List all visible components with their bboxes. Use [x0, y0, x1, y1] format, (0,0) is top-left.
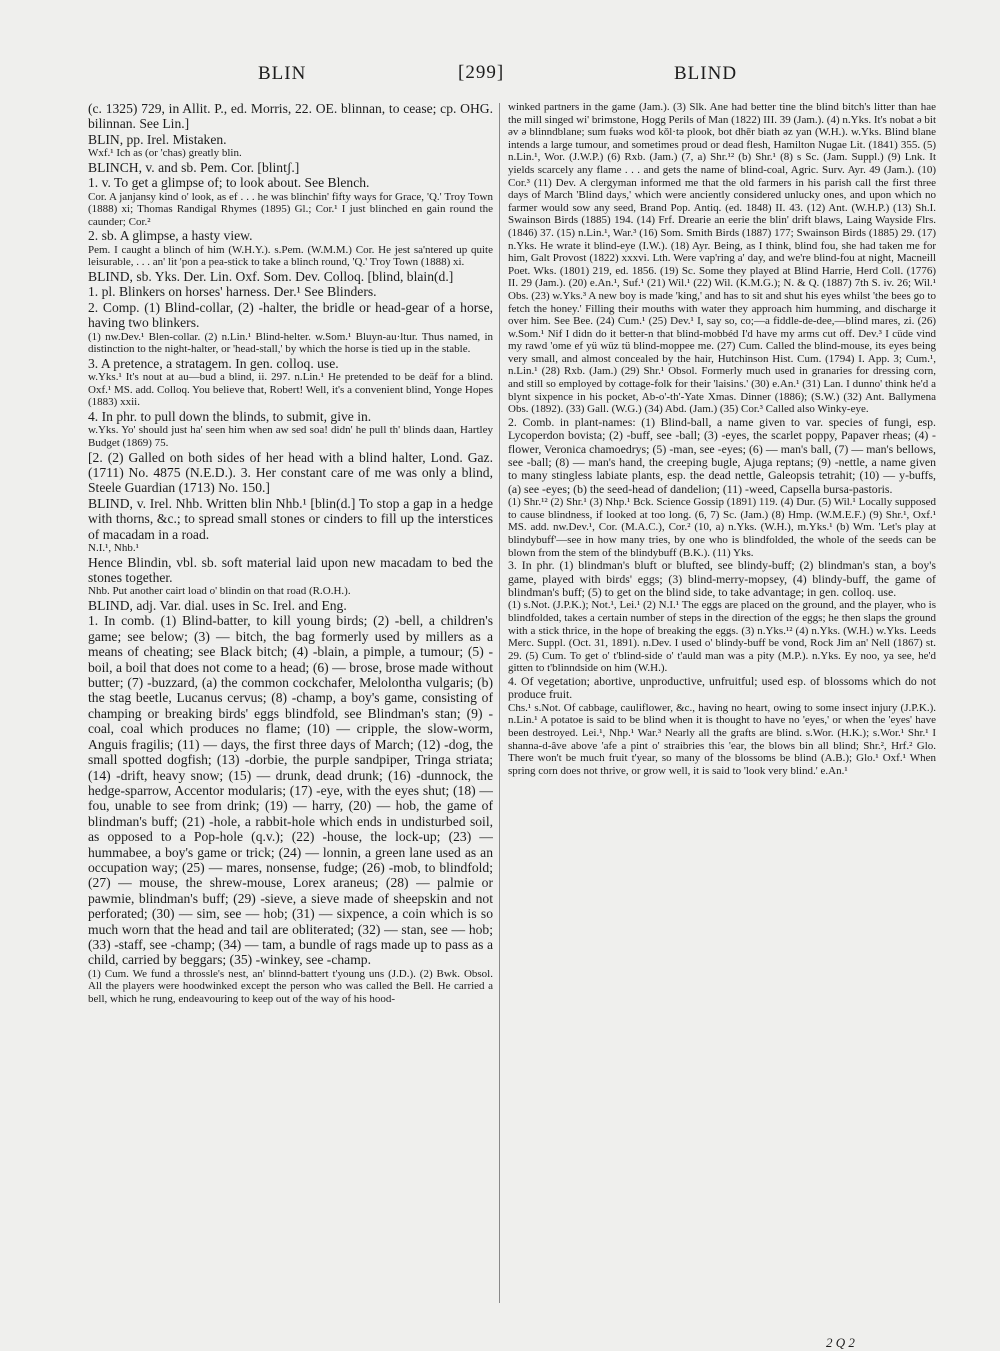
citation-paragraph: w.Yks. Yo' should just ha' seen him when aw sed soa! didn' he pull th' blinds daan, Hartley Budget (1869) 75. — [88, 424, 493, 449]
entry-paragraph: BLINCH, v. and sb. Pem. Cor. [blintʃ.] — [88, 159, 300, 175]
left-column — [88, 101, 493, 1321]
entry-paragraph: 2. Comp. (1) Blind-collar, (2) -halter, the bridle or head-gear of a horse, having two blinkers. — [88, 299, 493, 331]
citation-paragraph: winked partners in the game (Jam.). (3) Slk. Ane had better tine the blind bitch's litter than hae the mill singed wi' brimstone, Hogg Perils of Man (1822) III. 39 (Jam.). (4) n.Yks. It's nobat ə bit əv ə blinndblane; sum fuəks wod kǒl·tə plook, bot dhēr biath əz yan (W.H.). w.Yks. Blind blane intends a large tumour, and sometimes proud or dead flesh, Hamilton Nugae Lit. (1841) 355. (5) n.Lin.¹, Wor. (J.W.P.) (6) Rxb. (Jam.) (7, a) Shr.¹² (b) Shr.¹ (8) s Sc. (Jam. Suppl.) (9) Lnk. It yields scarcely any flame . . . and gets the name of blind-coal, Agric. Surv. Ayr. 49 (Jam.). (10) Cor.³ (11) Dev. A clergyman informed me that the old farmers in his parish call the first three days of March 'Blind days,' which were anciently considered unlucky ones, and upon which no farmer would sow any seed, Brand Pop. Antiq. (ed. 1848) II. 43. (12) Ant. (W.H.P.) (13) Sh.I. Swainson Birds (1885) 194. (14) Frf. Drearie an eerie the blin' drift blaws, Laing Wayside Flrs. (1846) 37. (15) n.Lin.¹, War.³ (16) Som. Smith Birds (1887) 177; Swainson Birds (1885) 29. (17) n.Yks. He wrate it blind-eye (I.W.). (18) Ayr. Being, as I think, blind fou, she had taken me for him, Galt Provost (1822) xxxvi. Lth. Were vap'ring a' day, and we're blind-fou at night, Macneill Poet. Wks. (1801) 219, ed. 1856. (19) Sc. Some they played at Blind Harrie, Herd Coll. (1776) II. 29 (Jam.). (20) e.An.¹, Suf.¹ (21) Wil.¹ (22) Wil. (K.M.G.); N. & Q. (1887) 7th S. iv. 26; Wil.¹ Obs. (23) w.Yks.³ A new boy is made 'king,' and has to sit and shut his eyes whilst 'the bees go to fetch the honey.' Filling their mouths with water they approach him humming, and discharge it over him. See Bee. (24) Cum.¹ (25) Dev.¹ I, say so, co;—a fiddle-de-dee,—blind mares, zi. (26) w.Som.¹ Nif I didn do it better-n that blind-mobbéd I'd have my arms cut off. Dev.³ I cüde vind my rawd 'ome ef yü wüz tü blind-moppee me. (27) Cum. Called the blind-mouse, its eyes being very small, and almost concealed by the hair, Hutchinson Hist. Cum. (1794) I. App. 3; Cum.¹, n.Lin.¹ (28) Rxb. (Jam.) (29) Shr.¹ Obsol. Formerly much used in granaries for dressing corn, and still so employed by cottage-folk for their 'laisins.' (30) e.An.¹ (31) Lan. I dunno' think he'd a blynt sixpence in his pocket, Ab-o'-th'-Yate Xmas. Dinner (1886); (S.W.) (32) Ant. Ballymena Obs. (1892). (33) Gall. (W.G.) (34) Abd. (Jam.) (35) Cor.³ Called also Winky-eye. — [508, 101, 936, 416]
citation-paragraph: Chs.¹ s.Not. Of cabbage, cauliflower, &c., having no heart, owing to some insect injury (J.P.K.). n.Lin.¹ A potatoe is said to be blind when it is thought to have no 'eyes,' or when the 'eyes' have been destroyed. Lei.¹, Nhp.¹ War.³ Nearly all the grafts are blind. s.Wor. (H.K.); s.Wor.¹ Shr.¹ I shanna-d-âve above 'afe a pint o' straibries this 'ear, the blows bin all blind; Shr.², Hrf.² Glo. There won't be much fruit t'year, so many of the blossoms be blind (A.B.); Glo.¹ Oxf.¹ When spring corn does not thrive, or grow well, it is said to 'look very blind.' e.An.¹ — [508, 701, 936, 777]
header-right-word: BLIND — [674, 63, 738, 84]
citation-paragraph: (1) Cum. We fund a throssle's nest, an' blinnd-battert t'young uns (J.D.). (2) Bwk. Obsol. All the players were hoodwinked except the person who was called the Bell. He carried a bell, which he rung, endeavouring to keep out of the way of his hood- — [88, 967, 493, 1005]
entry-paragraph: 1. v. To get a glimpse of; to look about. See Blench. — [88, 175, 370, 191]
entry-paragraph: BLIND, adj. Var. dial. uses in Sc. Irel. and Eng. — [88, 598, 347, 614]
column-divider — [499, 103, 500, 1303]
entry-paragraph: 2. sb. A glimpse, a hasty view. — [88, 228, 253, 244]
entry-paragraph: 4. In phr. to pull down the blinds, to submit, give in. — [88, 409, 372, 424]
citation-paragraph: (1) nw.Dev.¹ Blen-collar. (2) n.Lin.¹ Blind-helter. w.Som.¹ Bluyn-au·ltur. Thus named, in distinction to the night-halter, or 'head-stall,' by which the horse is tied up in the stable. — [88, 330, 493, 356]
entry-paragraph: BLIN, pp. Irel. Mistaken. — [88, 131, 227, 147]
citation-paragraph: (1) Shr.¹² (2) Shr.¹ (3) Nhp.¹ Bck. Science Gossip (1891) 119. (4) Dur. (5) Wil.¹ Locally supposed to cause blindness, if looked at too long. (6, 7) Sc. (Jam.) (8) Hmp. (W.M.E.F.) (9) Shr.¹, Oxf.¹ MS. add. nw.Dev.¹, Cor. (M.A.C.), Cor.² (10, a) n.Yks. (W.H.), m.Yks.¹ (b) Wm. 'Let's play at blindybuff'—see in how many tries, by one who is blindfolded, the whole of the seeds can be blown from the stem of the blindybuff (B.K.). (11) Yks. — [508, 496, 936, 559]
signature-mark: 2 Q 2 — [826, 1335, 855, 1350]
entry-paragraph: (c. 1325) 729, in Allit. P., ed. Morris, 22. OE. blinnan, to cease; cp. OHG. bilinnan. See Lin.] — [88, 101, 493, 132]
right-column — [508, 101, 936, 1321]
entry-paragraph: 2. Comb. in plant-names: (1) Blind-ball, a name given to var. species of fungi, esp. Lycoperdon bovista; (2) -buff, see -ball; (3) -eyes, the scarlet poppy, Papaver rheas; (4) -flower, Veronica chamoedrys; (5) -man, see -eyes; (6) — man's ball, (7) — man's bellows, see -ball; (8) — man's hand, the creeping bugle, Ajuga reptans; (9) -nettle, a name given to many stingless labiate plants, esp. the dead nettle, Galeopsis tetrahit; (10) — y-buffs, (a) see -eyes; (b) the seed-head of dandelion; (11) -weed, Capsella bursa-pastoris. — [508, 414, 936, 496]
page — [80, 55, 955, 1350]
citation-paragraph: Wxf.¹ Ich as (or 'chas) greatly blin. — [88, 147, 242, 160]
citation-paragraph: Nhb. Put another cairt load o' blindin on that road (R.O.H.). — [88, 585, 351, 598]
entry-paragraph: 1. pl. Blinkers on horses' harness. Der.¹ See Blinders. — [88, 284, 377, 300]
citation-paragraph: (1) s.Not. (J.P.K.); Not.¹, Lei.¹ (2) N.I.¹ The eggs are placed on the ground, and the player, who is blindfolded, takes a certain number of steps in the direction of the eggs; he then slaps the ground with a stick thrice, in the hope of breaking the eggs. (3) n.Yks.¹² (4) n.Yks. (W.H.) w.Yks. Leeds Merc. Suppl. (Oct. 31, 1891). n.Dev. I used o' blindy-buff be vond, Rock Jim an' Nell (1867) st. 29. (5) Cum. To get o' t'blind-side o' t'auld man was a pity (M.P.). n.Yks. Ey noo, ya see, he'd gitten to t'blinndside on him (W.H.). — [508, 599, 936, 675]
citation-paragraph: Cor. A janjansy kind o' look, as ef . . . he was blinchin' fifty ways for Grace, 'Q.' Troy Town (1888) xi; Thomas Randigal Rhymes (1895) Gl.; Cor.¹ I just blinched en gain round the caunder; Cor.² — [88, 190, 493, 228]
entry-paragraph: 3. In phr. (1) blindman's bluft or blufted, see blindy-buff; (2) blindman's stan, a boy's game, played with birds' eggs; (3) blind-merry-mopsey, (4) blindy-buff, the game of blindman's buff; (5) to get on the blind side, to take advantage; in gen. colloq. use. — [508, 558, 936, 600]
entry-paragraph: [2. (2) Galled on both sides of her head with a blind halter, Lond. Gaz. (1711) No. 4875 (N.E.D.). 3. Her constant care of me was only a blind, Steele Guardian (1713) No. 150.] — [88, 449, 493, 496]
citation-paragraph: Pem. I caught a blinch of him (W.H.Y.). s.Pem. (W.M.M.) Cor. He jest sa'ntered up quite leisurable, . . . an' lit 'pon a pea-stick to take a blinch round, 'Q.' Troy Town (1888) xi. — [88, 243, 493, 269]
entry-paragraph: 1. In comb. (1) Blind-batter, to kill young birds; (2) -bell, a children's game; see below; (3) — bitch, the bag formerly used by millers as a means of cheating; see Black bitch; (4) -blain, a pimple, a tumour; (5) -boil, a boil that does not come to a head; (6) — brose, brose made without butter; (7) -buzzard, (a) the common cockchafer, Melolontha vulgaris; (b) the stag beetle, Lucanus cervus; (8) -champ, a boy's game, consisting of champing or breaking birds' eggs blindfold, see Blindman's stan; (9) -coal, coal which produces no flame; (10) — cripple, the slow-worm, Anguis fragilis; (11) — days, the first three days of March; (12) -dog, the small spotted dogfish; (13) -dorbie, the purple sandpiper, Tringa striata; (14) -drift, heavy snow; (15) — drunk, dead drunk; (16) -dunnock, the hedge-sparrow, Accentor modularis; (17) -eye, with the eyes shut; (18) — fou, unable to see from drink; (19) — harry, (20) — hob, the game of blindman's buff; (21) -hole, a rabbit-hole which ends in undisturbed soil, as opposed to a Pop-hole (q.v.); (22) -house, the lock-up; (23) — hummabee, a boy's game or trick; (24) — lonnin, a green lane used as an occupation way; (25) — mares, nonsense, fudge; (26) -mob, to blindfold; (27) — mouse, the shrew-mouse, Lorex araneus; (28) — palmie or pawmie, blindman's buff; (29) -sieve, a sieve made of sheepskin and not perforated; (30) — sim, see — hob; (31) — sixpence, a coin which is so much worn that the head and tail are obliterated; (32) — stan, see — hob; (33) -staff, see -champ; (34) — tam, a bundle of rags made up to pass as a child, carried by beggars; (35) -winkey, see -champ. — [88, 613, 493, 968]
entry-paragraph: 3. A pretence, a stratagem. In gen. colloq. use. — [88, 355, 339, 371]
entry-paragraph: BLIND, sb. Yks. Der. Lin. Oxf. Som. Dev. Colloq. [blind, blain(d.] — [88, 269, 454, 284]
header-left-word: BLIN — [258, 63, 307, 84]
page-number: [299] — [458, 62, 505, 83]
entry-paragraph: 4. Of vegetation; abortive, unproductive, unfruitful; used esp. of blossoms which do not produce fruit. — [508, 674, 936, 702]
entry-paragraph: Hence Blindin, vbl. sb. soft material laid upon new macadam to bed the stones together. — [88, 554, 493, 586]
citation-paragraph: N.I.¹, Nhb.¹ — [88, 542, 139, 555]
entry-paragraph: BLIND, v. Irel. Nhb. Written blin Nhb.¹ [blin(d.] To stop a gap in a hedge with thorns, &c.; to spread small stones or cinders to fill up the interstices of macadam in a road. — [88, 495, 493, 542]
running-header — [80, 55, 955, 95]
citation-paragraph: w.Yks.¹ It's nout at au—bud a blind, ii. 297. n.Lin.¹ He pretended to be deäf for a blind. Oxf.¹ MS. add. Colloq. You believe that, Robert! Well, it's a convenient blind, Yonge Hopes (1883) xxii. — [88, 371, 493, 409]
